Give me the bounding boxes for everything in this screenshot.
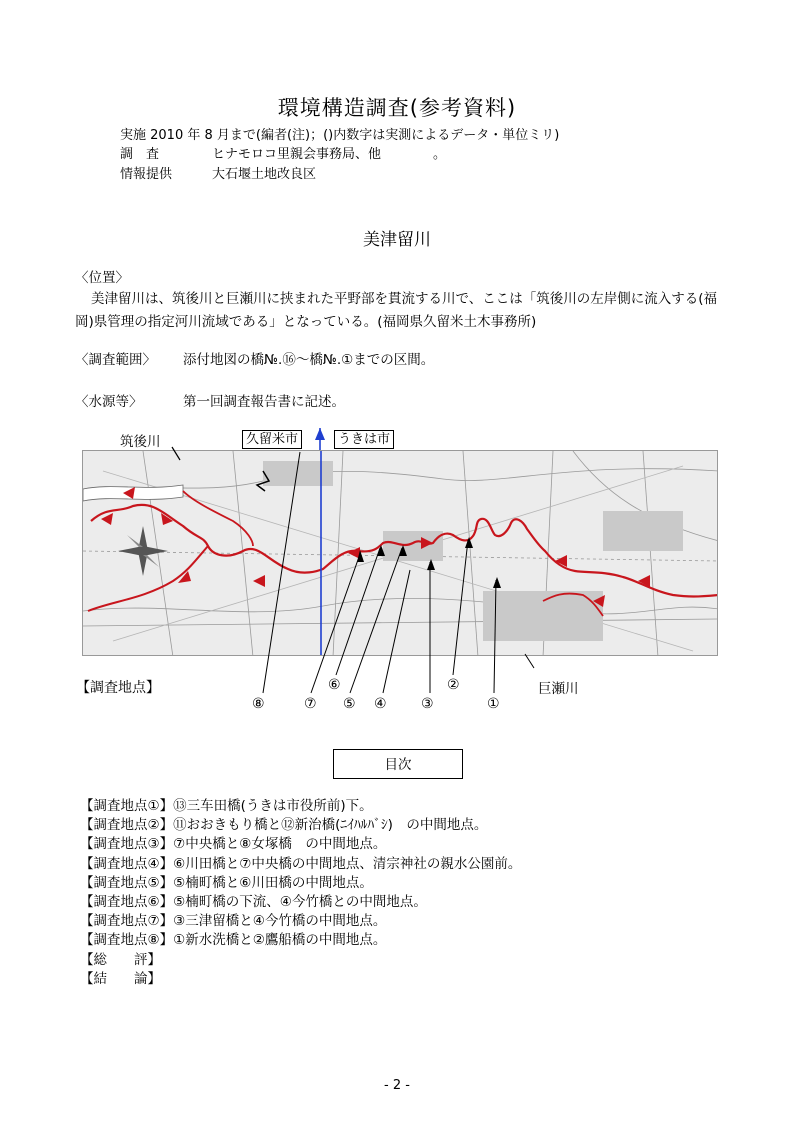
point-number-5: ⑤ bbox=[343, 696, 356, 712]
page-number: - 2 - bbox=[384, 1078, 410, 1093]
toc-item[interactable] bbox=[80, 874, 521, 893]
survey-point-leaders bbox=[263, 452, 534, 693]
toc-item[interactable] bbox=[80, 931, 521, 950]
river-name: 美津留川 bbox=[363, 230, 431, 250]
implementation-note: 実施 2010 年 8 月まで(編者(注)；()内数字は実測によるデータ・単位ミリ) bbox=[120, 128, 560, 143]
survey-value: ヒナモロコ里親会事務局、他 。 bbox=[212, 147, 447, 162]
toc-item-text: ⑪おおきもり橋と⑫新治橋(ﾆｲﾊﾙﾊﾞｼ) の中間地点。 bbox=[173, 817, 488, 834]
point-number-7: ⑦ bbox=[304, 696, 317, 712]
toc-item-label: 【調査地点③】 bbox=[80, 836, 174, 853]
toc-item[interactable] bbox=[80, 797, 521, 816]
survey-label: 調 査 bbox=[120, 147, 160, 162]
point-number-4: ④ bbox=[374, 696, 387, 712]
chikugo-label-pointer bbox=[172, 447, 180, 460]
toc-item[interactable] bbox=[80, 893, 521, 912]
toc-item[interactable] bbox=[80, 951, 521, 970]
toc-item-label: 【調査地点②】 bbox=[80, 817, 174, 834]
toc-item[interactable] bbox=[80, 912, 521, 931]
chikugo-river-label: 筑後川 bbox=[120, 434, 161, 450]
survey-point-arrowheads bbox=[357, 537, 501, 588]
toc-item-text: ①新水洗橋と②鷹船橋の中間地点。 bbox=[173, 932, 387, 949]
kose-river-label: 巨瀬川 bbox=[538, 681, 579, 697]
point-number-3: ③ bbox=[421, 696, 434, 712]
range-label: 〈調査範囲〉 bbox=[75, 352, 156, 368]
range-text: 添付地図の橋№.⑯～橋№.①までの区間。 bbox=[183, 352, 435, 368]
position-text: 美津留川は、筑後川と巨瀬川に挟まれた平野部を貫流する川で、ここは「筑後川の左岸側に流入する(福岡)県管理の指定河川流域である」となっている。(福岡県久留米土木事務所) bbox=[75, 291, 717, 330]
ukiha-city-label: うきは市 bbox=[334, 430, 394, 449]
point-number-6: ⑥ bbox=[328, 677, 341, 693]
toc-item[interactable] bbox=[80, 835, 521, 854]
toc-item-text: ⑤楠町橋の下流、④今竹橋との中間地点。 bbox=[173, 894, 427, 911]
toc-item-text: ③三津留橋と④今竹橋の中間地点。 bbox=[173, 913, 387, 930]
water-source-text: 第一回調査報告書に記述。 bbox=[183, 394, 345, 410]
toc-item-label: 【調査地点⑧】 bbox=[80, 932, 174, 949]
toc-item-label: 【調査地点⑤】 bbox=[80, 874, 174, 891]
toc-item-label: 【結 論】 bbox=[80, 970, 161, 987]
toc-item-label: 【調査地点⑦】 bbox=[80, 913, 174, 930]
point-number-8: ⑧ bbox=[252, 696, 265, 712]
info-label: 情報提供 bbox=[120, 167, 173, 182]
info-value: 大石堰土地改良区 bbox=[212, 167, 317, 182]
north-arrow-icon bbox=[315, 428, 325, 440]
water-source-label: 〈水源等〉 bbox=[75, 394, 143, 410]
toc-item-label: 【調査地点④】 bbox=[80, 855, 174, 872]
toc-item-label: 【調査地点①】 bbox=[80, 798, 174, 814]
kurume-city-label: 久留米市 bbox=[242, 430, 302, 449]
document-title: 環境構造調査(参考資料) bbox=[277, 96, 517, 120]
toc-item-text: ⑦中央橋と⑧女塚橋 の中間地点。 bbox=[173, 836, 387, 853]
toc-item-text: ⑤楠町橋と⑥川田橋の中間地点。 bbox=[173, 874, 373, 891]
toc-item-text: ⑬三车田橋(うきは市役所前)下。 bbox=[173, 798, 373, 814]
position-label: 〈位置〉 bbox=[75, 270, 129, 286]
point-number-1: ① bbox=[487, 696, 500, 712]
toc-item[interactable] bbox=[80, 855, 521, 874]
toc-item-label: 【調査地点⑥】 bbox=[80, 894, 174, 911]
toc-list bbox=[80, 797, 521, 989]
point-number-2: ② bbox=[447, 677, 460, 693]
toc-heading: 目次 bbox=[333, 749, 463, 779]
toc-item[interactable] bbox=[80, 970, 521, 989]
toc-item[interactable] bbox=[80, 816, 521, 835]
toc-item-text: ⑥川田橋と⑦中央橋の中間地点、清宗神社の親水公園前。 bbox=[173, 855, 522, 872]
survey-points-heading: 【調査地点】 bbox=[76, 680, 160, 696]
toc-item-label: 【総 評】 bbox=[80, 951, 161, 968]
